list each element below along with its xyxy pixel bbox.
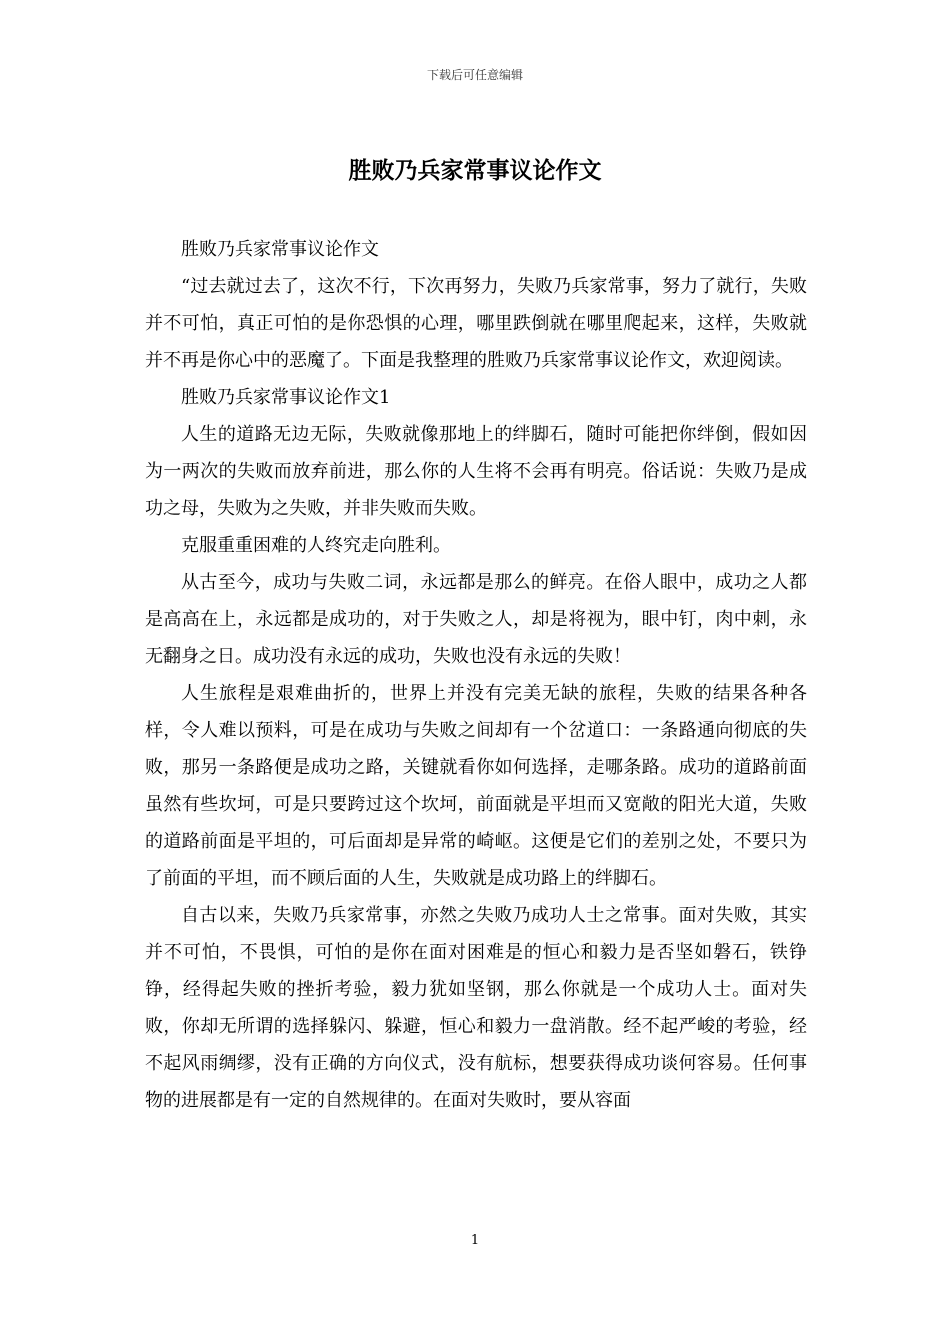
- paragraph-subtitle: 胜败乃兵家常事议论作文: [181, 239, 379, 260]
- paragraph-intro: “过去就过去了，这次不行，下次再努力，失败乃兵家常事，努力了就行，失败并不可怕，真正可怕的是你恐惧的心理，哪里跌倒就在哪里爬起来，这样，失败就并不再是你心中的恶魔了。下面是我整理的胜败乃兵家常事议论作文，欢迎阅读。: [145, 276, 807, 371]
- paragraph: 克服重重困难的人终究走向胜利。: [181, 535, 451, 556]
- paragraph: 从古至今，成功与失败二词，永远都是那么的鲜亮。在俗人眼中，成功之人都是高高在上，永远都是成功的，对于失败之人，却是将视为，眼中钉，肉中刺，永无翻身之日。成功没有永远的成功，失败也没有永远的失败！: [145, 572, 807, 667]
- section-heading: 胜败乃兵家常事议论作文1: [181, 387, 391, 408]
- header-note: 下载后可任意编辑: [426, 68, 523, 82]
- paragraph: 人生旅程是艰难曲折的，世界上并没有完美无缺的旅程，失败的结果各种各样，令人难以预料，可是在成功与失败之间却有一个岔道口：一条路通向彻底的失败，那另一条路便是成功之路，关键就看你如何选择，走哪条路。成功的道路前面虽然有些坎坷，可是只要跨过这个坎坷，前面就是平坦而又宽敞的阳光大道，失败的道路前面是平坦的，可后面却是异常的崎岖。这便是它们的差别之处，不要只为了前面的平坦，而不顾后面的人生，失败就是成功路上的绊脚石。: [145, 683, 807, 889]
- document-body: [145, 231, 807, 1119]
- document-title: 胜败乃兵家常事议论作文: [348, 157, 602, 184]
- paragraph: 自古以来，失败乃兵家常事，亦然之失败乃成功人士之常事。面对失败，其实并不可怕，不畏惧，可怕的是你在面对困难是的恒心和毅力是否坚如磐石，铁铮铮，经得起失败的挫折考验，毅力犹如坚钢，那么你就是一个成功人士。面对失败，你却无所谓的选择躲闪、躲避，恒心和毅力一盘消散。经不起严峻的考验，经不起风雨绸缪，没有正确的方向仪式，没有航标，想要获得成功谈何容易。任何事物的进展都是有一定的自然规律的。在面对失败时，要从容面: [145, 905, 807, 1111]
- page-number: 1: [470, 1233, 480, 1248]
- paragraph: 人生的道路无边无际，失败就像那地上的绊脚石，随时可能把你绊倒，假如因为一两次的失败而放弃前进，那么你的人生将不会再有明亮。俗话说：失败乃是成功之母，失败为之失败，并非失败而失败。: [145, 424, 807, 519]
